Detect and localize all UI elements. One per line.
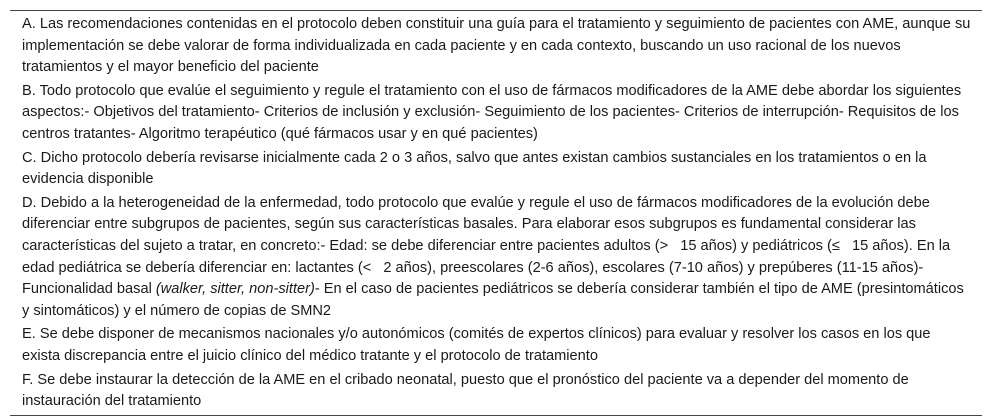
recommendation-d [10,191,982,323]
recommendation-e: E. Se debe disponer de mecanismos nacionales y/o autonómicos (comités de expertos clínicos) para evaluar y resolver los casos en los que exista discrepancia entre el juicio clínico del médico tratante y el protocolo de tratamiento [22,326,931,364]
recommendation-d-part1: D. Debido a la heterogeneidad de la enfermedad, todo protocolo que evalúe y regule el uso de fármacos modificadores de la evolución debe diferenciar entre subgrupos de pacientes, según sus características basales. Para elaborar esos subgrupos es fundamental considerar las características del sujeto a tratar, en concreto:- Edad: se debe diferenciar entre pacientes adultos (> [22,194,930,254]
recommendation-c: C. Dicho protocolo debería revisarse inicialmente cada 2 o 3 años, salvo que antes existan cambios sustanciales en los tratamientos o en la evidencia disponible [22,149,927,188]
recommendation-f: F. Se debe instaurar la detección de la AME en el cribado neonatal, puesto que el pronóstico del paciente va a depender del momento de instauración del tratamiento [22,371,909,410]
recommendation-d-part5: - En el caso de pacientes pediátricos se debería considerar también el tipo de AME (presintomáticos y sintomáticos) y el número de copias de SMN2 [22,281,964,319]
recommendation-b: B. Todo protocolo que evalúe el seguimiento y regule el tratamiento con el uso de fármacos modificadores de la AME debe abordar los siguientes aspectos:- Objetivos del tratamiento- Criterios de inclusión y exclusión- Seguimiento de los pacientes- Criterios de interrupción- Requisitos de los centros tratantes- Algoritmo terapéutico (qué fármacos usar y en qué pacientes) [22,82,962,142]
recommendation-d-part4: 2 años), preescolares (2-6 años), escolares (7-10 años) y prepúberes (11-15 años)- Funcionalidad basal [22,259,924,298]
recommendation-a: A. Las recomendaciones contenidas en el protocolo deben constituir una guía para el tratamiento y seguimiento de pacientes con AME, aunque su implementación se debe valorar de forma individualizada en cada paciente y en cada contexto, buscando un uso racional de los nuevos tratamientos y el mayor beneficio del paciente [22,16,971,76]
recommendation-d-part3: 15 años). En la edad pediátrica se debería diferenciar en: lactantes (< [22,237,951,276]
recommendation-d-part2: 15 años) y pediátricos (≤ [680,237,840,254]
recommendation-d-italic: (walker, sitter, non-sitter) [155,281,315,298]
recommendations-table [10,10,982,416]
